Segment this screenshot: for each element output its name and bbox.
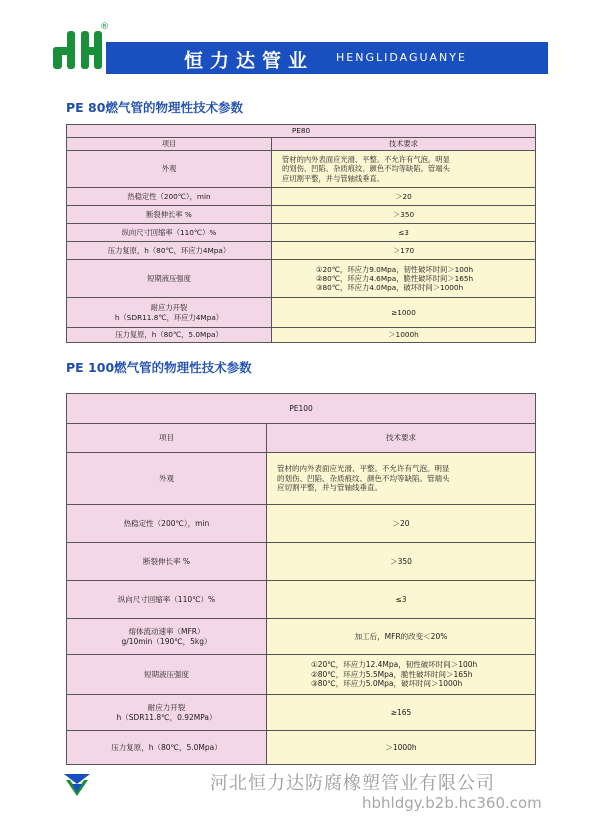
column-header-requirement: 技术要求 [272,138,536,151]
row-requirement: ＞170 [272,242,536,260]
row-item: 外观 [67,453,267,505]
column-header-requirement: 技术要求 [267,424,536,453]
row-item [67,619,267,655]
table-row [67,505,536,543]
company-logo-icon [50,27,106,73]
column-header-item: 项目 [67,138,272,151]
row-item: 压力复原，h（80℃，5.0Mpa） [67,731,267,765]
table-row [67,655,536,695]
row-item: 纵向尺寸回缩率（110℃）% [67,224,272,242]
cell-line: ②80℃，环应力4.6Mpa，脆性破坏时间＞165h [316,273,474,283]
page-header [0,0,600,88]
row-requirement: ≥1000 [272,298,536,328]
row-item: 热稳定性（200℃），min [67,188,272,206]
pe80-table [66,124,536,343]
cell-line: ③80℃，环应力4.0Mpa，破坏时间＞1000h [316,283,464,293]
cell-line: 管材的内外表面应光滑、平整。不允许有气泡。明显 [282,155,450,165]
table-row [67,206,536,224]
row-requirement: ＞1000h [272,328,536,343]
table-title-row [67,394,536,424]
row-requirement: ＞350 [267,543,536,581]
cell-line: 管材的内外表面应光滑、平整。不允许有气泡。明显 [277,464,450,474]
brand-name-en: HENGLIDAGUANYE [336,51,467,64]
row-requirement: ≥165 [267,695,536,731]
cell-line: 耐应力开裂 [147,703,186,713]
row-requirement [272,151,536,188]
cell-line: ①20℃，环应力12.4Mpa，韧性破坏时间＞100h [311,660,478,670]
row-item: 外观 [67,151,272,188]
row-item: 压力复原，h（80℃，环应力4Mpa） [67,242,272,260]
row-requirement [272,260,536,298]
pe80-section-title: PE 80燃气管的物理性技术参数 [66,100,243,115]
table-row [67,619,536,655]
row-requirement [267,655,536,695]
row-item [67,695,267,731]
row-item: 断裂伸长率 % [67,543,267,581]
row-item: 压力复原，h（80℃，5.0Mpa） [67,328,272,343]
brand-name-cn: 恒力达管业 [184,50,315,72]
row-requirement: ＞20 [272,188,536,206]
table-row [67,224,536,242]
row-requirement [267,453,536,505]
row-item: 断裂伸长率 % [67,206,272,224]
cell-line: g/10min（190℃，5kg） [121,636,212,646]
cell-line: 的划伤、凹陷、杂质痕纹、颜色不均等缺陷。管端头 [282,164,450,174]
row-item: 热稳定性（200℃），min [67,505,267,543]
row-requirement: ≤3 [267,581,536,619]
table-row [67,695,536,731]
cell-line: h（SDR11.8℃，环应力4Mpa） [114,312,224,322]
row-requirement: ＞350 [272,206,536,224]
row-item: 短期液压强度 [67,260,272,298]
cell-line: 应切割平整，并与管轴线垂直。 [282,173,385,183]
table-row [67,298,536,328]
pe100-section-title: PE 100燃气管的物理性技术参数 [66,360,252,375]
cell-line: 熔体流动速率（MFR） [128,627,205,637]
table-header-row [67,424,536,453]
table-row [67,731,536,765]
table-row [67,260,536,298]
row-requirement: ≤3 [272,224,536,242]
pe100-table [66,393,536,765]
cell-line: ②80℃，环应力5.5Mpa，脆性破坏时间＞165h [311,669,473,679]
row-item: 短期液压强度 [67,655,267,695]
table-row [67,453,536,505]
table-row [67,242,536,260]
row-item [67,298,272,328]
cell-line: ①20℃，环应力9.0Mpa，韧性破坏时间＞100h [316,264,474,274]
cell-line: ③80℃，环应力5.0Mpa，破坏时间＞1000h [311,679,463,689]
table-row [67,543,536,581]
column-header-item: 项目 [67,424,267,453]
table-row [67,151,536,188]
website-url: hbhldgy.b2b.hc360.com [362,794,542,812]
row-requirement: ＞1000h [267,731,536,765]
row-requirement: 加工后，MFR的改变＜20% [267,619,536,655]
table-title-row [67,125,536,138]
company-name: 河北恒力达防腐橡塑管业有限公司 [210,773,495,794]
table-header-row [67,138,536,151]
cell-line: 的划伤、凹陷、杂质痕纹、颜色不均等缺陷。管端头 [277,473,450,483]
table-title: PE80 [67,125,536,138]
table-title: PE100 [67,394,536,424]
table-row [67,581,536,619]
row-requirement: ＞20 [267,505,536,543]
cell-line: 应切割平整，并与管轴线垂直。 [277,483,382,493]
registered-mark: ® [100,22,109,32]
table-row [67,188,536,206]
row-item: 纵向尺寸回缩率（110℃）% [67,581,267,619]
cell-line: h（SDR11.8℃，0.92MPa） [116,712,217,722]
footer-logo-icon [62,770,92,800]
table-row [67,328,536,343]
header-banner [106,42,548,74]
cell-line: 耐应力开裂 [150,303,188,313]
